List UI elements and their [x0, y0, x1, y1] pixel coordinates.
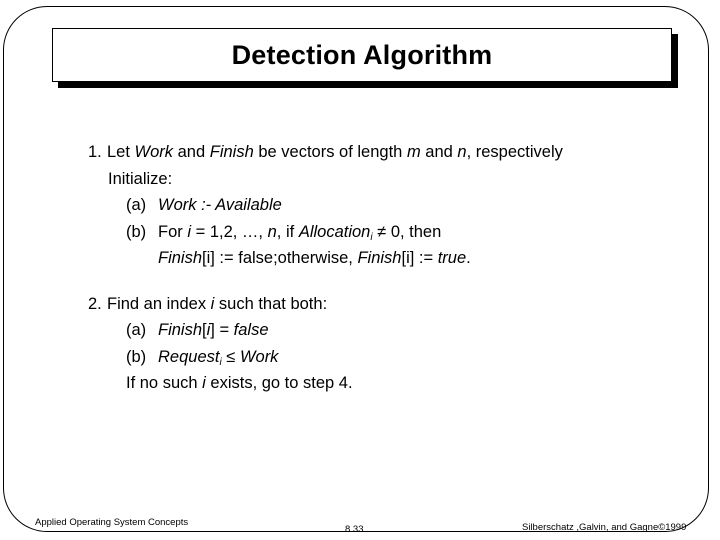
- text-run: and: [173, 143, 210, 161]
- text-run: If no such: [126, 374, 203, 392]
- text-run-italic: i: [202, 374, 206, 392]
- step2a-label: (a): [126, 321, 147, 339]
- step2b-line: [88, 344, 688, 371]
- text-run-italic: Finish: [357, 249, 402, 267]
- step1b-continuation: [88, 245, 688, 272]
- text-run-italic: n: [457, 143, 467, 161]
- text-run-italic: Work: [239, 347, 279, 366]
- text-run: and: [420, 143, 458, 161]
- text-run: [: [202, 321, 207, 339]
- text-run: ≤: [221, 347, 240, 366]
- text-run: , if: [276, 222, 299, 241]
- footer-book-title: Applied Operating System Concepts: [35, 517, 189, 528]
- footer-page-number: 8.33: [345, 524, 364, 535]
- text-run: , respectively: [466, 143, 563, 161]
- text-run-italic: Finish: [158, 249, 203, 267]
- text-run-italic: n: [267, 222, 277, 241]
- step1b-label: (b): [126, 222, 147, 241]
- text-run-italic: Finish: [158, 321, 203, 339]
- step1a-label: (a): [126, 196, 147, 214]
- text-run-italic: true: [437, 249, 467, 267]
- slide-content: [88, 139, 688, 397]
- text-run-italic: Request: [158, 347, 220, 366]
- step1a-line: [88, 192, 688, 219]
- text-run: Find an index: [107, 294, 211, 313]
- text-run: Let: [107, 143, 135, 161]
- text-run: such that both:: [214, 294, 328, 313]
- step1-line: [88, 139, 688, 166]
- step2-number: 2.: [88, 294, 102, 313]
- text-run: exists, go to step 4.: [205, 374, 353, 392]
- text-run-italic: Finish: [209, 143, 254, 161]
- text-run: ≠ 0, then: [372, 222, 442, 241]
- text-run-italic: i: [210, 294, 215, 313]
- step1b-line: [88, 219, 688, 246]
- step1a-text: Work :- Available: [158, 196, 282, 214]
- text-run-italic: i: [187, 222, 192, 241]
- spacer: [88, 272, 688, 291]
- subscript: i: [370, 231, 373, 243]
- text-run-italic: m: [406, 143, 421, 161]
- footer-copyright: Silberschatz ,Galvin, and Gagne©1999: [522, 522, 687, 533]
- text-run: .: [466, 249, 471, 267]
- step1-number: 1.: [88, 143, 102, 161]
- text-run: ] =: [210, 321, 234, 339]
- text-run: For: [158, 222, 188, 241]
- text-run: be vectors of length: [253, 143, 407, 161]
- text-run: [i] := false;otherwise,: [202, 249, 358, 267]
- subscript: i: [219, 356, 222, 368]
- text-run-italic: false: [233, 321, 269, 339]
- step2b-label: (b): [126, 347, 147, 366]
- slide-title: Detection Algorithm: [231, 39, 493, 70]
- title-box: [52, 28, 672, 82]
- step2a-line: [88, 317, 688, 344]
- initialize-line: Initialize:: [108, 169, 173, 188]
- text-run: [i] :=: [401, 249, 438, 267]
- step2-line: [88, 291, 688, 318]
- text-run-italic: Allocation: [298, 222, 371, 241]
- text-run-italic: i: [206, 321, 211, 339]
- text-run: = 1,2, …,: [191, 222, 268, 241]
- text-run-italic: Work: [134, 143, 174, 161]
- no-such-line: [88, 370, 688, 397]
